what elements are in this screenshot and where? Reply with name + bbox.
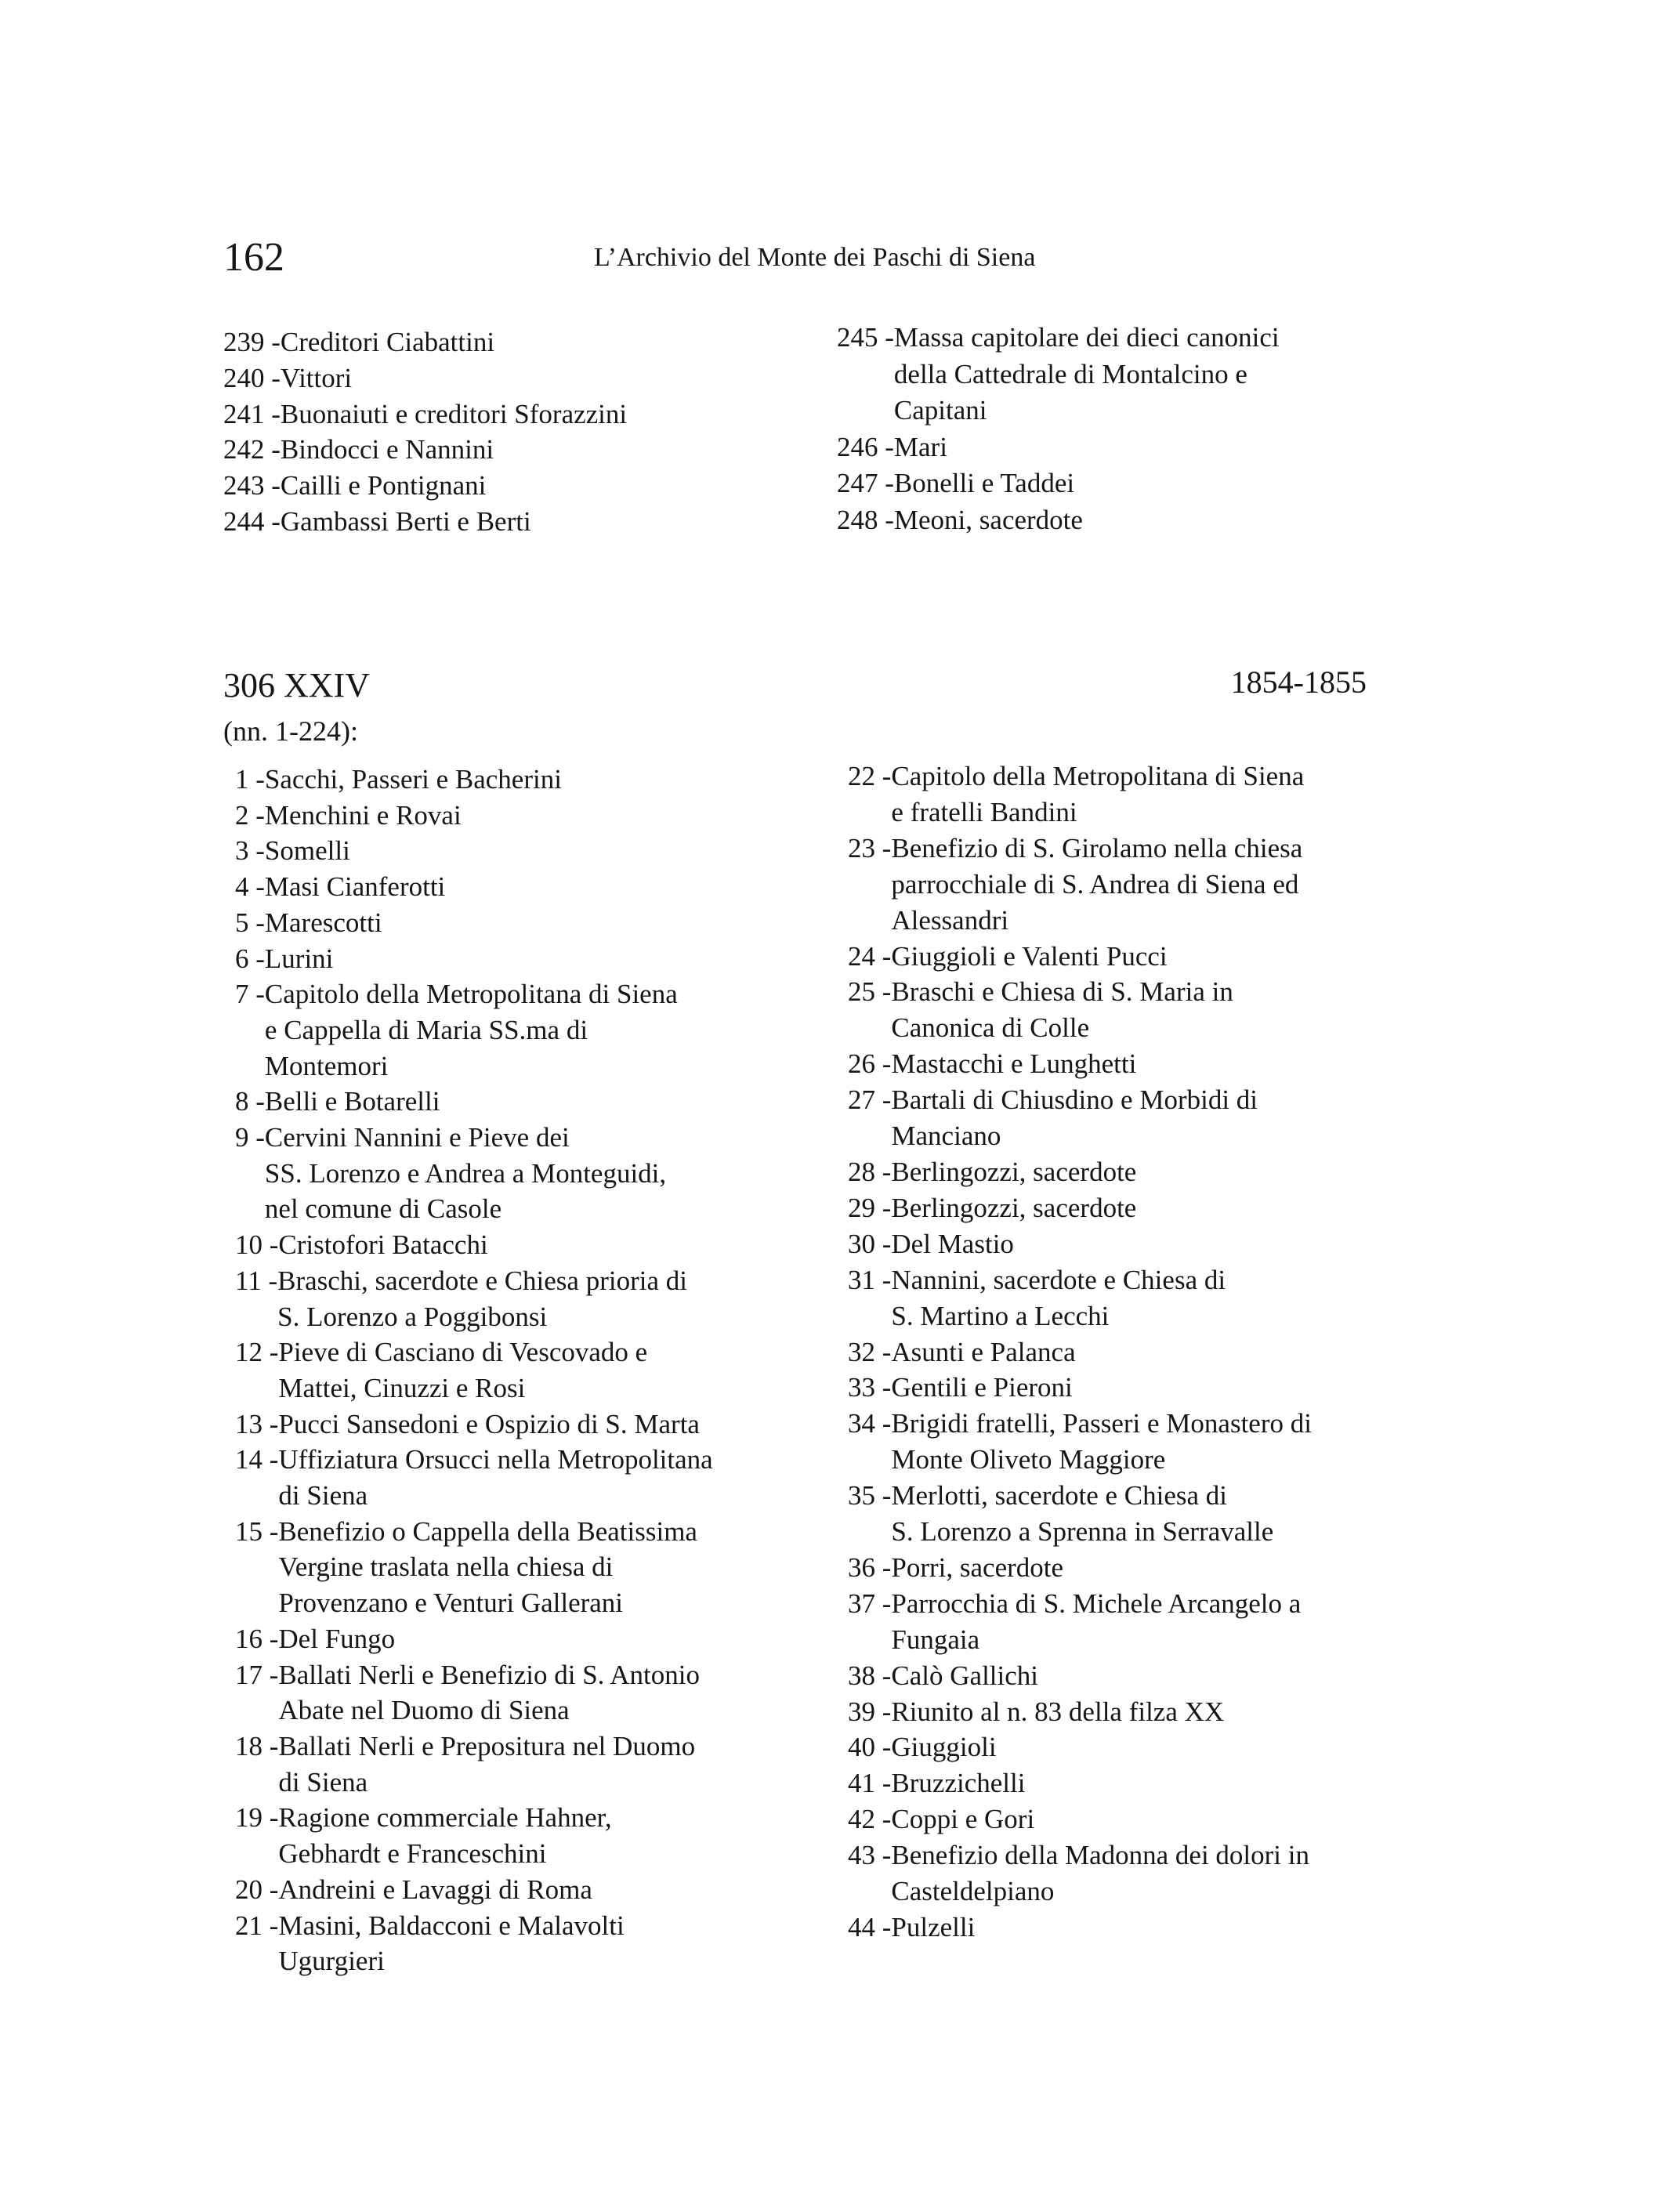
list-item [848, 831, 1412, 939]
entry-text [265, 869, 445, 905]
top-right-list [837, 320, 1401, 538]
list-item [235, 1227, 831, 1263]
entry-number: 28 - [848, 1156, 892, 1187]
list-item [235, 1334, 831, 1406]
entry-text [278, 1729, 695, 1800]
entry-text [265, 905, 382, 941]
entry-text [891, 1694, 1224, 1730]
entry-line: Cristofori Batacchi [278, 1229, 488, 1261]
entry-number: 32 - [848, 1336, 892, 1367]
entry-number: 40 - [848, 1732, 892, 1763]
entry-line: Benefizio di S. Girolamo nella chiesa [891, 832, 1303, 863]
entry-text [891, 1154, 1136, 1190]
entry-text [891, 1550, 1063, 1586]
entry-number: 242 - [223, 434, 281, 465]
entry-text [891, 1478, 1273, 1550]
list-item [223, 324, 819, 360]
entry-number: 10 - [235, 1229, 279, 1261]
entry-text [278, 1908, 624, 1979]
entry-line: Canonica di Colle [891, 1012, 1090, 1044]
entry-number: 245 - [837, 322, 894, 353]
entry-number: 239 - [223, 327, 281, 357]
list-item [235, 976, 831, 1084]
entry-text [891, 1082, 1258, 1154]
entry-number: 30 - [848, 1228, 892, 1259]
entry-text [278, 1514, 697, 1621]
entry-line: Braschi e Chiesa di S. Maria in [891, 976, 1233, 1008]
entry-number: 2 - [235, 799, 265, 831]
entry-line: Masi Cianferotti [264, 871, 446, 903]
entry-line: Coppi e Gori [891, 1804, 1035, 1835]
entry-number: 23 - [848, 832, 892, 863]
top-left-list [223, 324, 819, 540]
entry-line: Masini, Baldacconi e Malavolti [278, 1910, 625, 1941]
entry-text [891, 1262, 1226, 1334]
list-item [848, 1765, 1412, 1801]
entry-line: S. Lorenzo a Sprenna in Serravalle [891, 1516, 1274, 1548]
entry-line: Merlotti, sacerdote e Chiesa di [891, 1480, 1228, 1512]
entry-line: Gambassi Berti e Berti [280, 505, 531, 537]
entry-line: Del Fungo [278, 1623, 396, 1654]
list-item [235, 1442, 831, 1513]
entry-number: 37 - [848, 1588, 892, 1619]
entry-number: 41 - [848, 1768, 892, 1799]
entry-text [891, 1801, 1034, 1837]
entry-line: Vittori [280, 362, 353, 393]
entry-line: della Cattedrale di Montalcino e [893, 358, 1247, 389]
entry-line: Ugurgieri [278, 1946, 385, 1977]
entry-line: di Siena [278, 1766, 368, 1798]
running-title: L’Archivio del Monte dei Paschi di Siena [594, 243, 1036, 272]
entry-text [894, 429, 947, 466]
list-item [848, 1370, 1412, 1406]
entry-line: Bindocci e Nannini [280, 434, 494, 465]
entry-line: parrocchiale di S. Andrea di Siena ed [891, 868, 1299, 900]
entry-line: Capitolo della Metropolitana di Siena [264, 979, 678, 1010]
entry-text [265, 833, 350, 869]
entry-line: Mari [893, 431, 947, 462]
list-item [848, 1226, 1412, 1262]
entry-text [894, 465, 1074, 502]
entry-text [891, 831, 1302, 939]
entry-number: 22 - [848, 761, 892, 791]
entry-line: Alessandri [891, 904, 1009, 936]
entry-number: 21 - [235, 1910, 279, 1941]
entry-number: 26 - [848, 1048, 892, 1080]
entry-line: Menchini e Rovai [264, 799, 462, 831]
entry-text [891, 1910, 975, 1946]
list-item [235, 1263, 831, 1334]
list-item [223, 504, 819, 540]
list-item [848, 1694, 1412, 1730]
list-item [837, 429, 1401, 466]
entry-number: 5 - [235, 907, 265, 938]
list-item [235, 905, 831, 941]
entry-text [891, 758, 1304, 831]
list-item [223, 396, 819, 433]
entry-line: Bonelli e Taddei [893, 468, 1075, 498]
entry-line: Pieve di Casciano di Vescovado e [278, 1337, 648, 1368]
entry-line: Parrocchia di S. Michele Arcangelo a [891, 1588, 1302, 1619]
list-item [848, 1586, 1412, 1658]
list-item [235, 1729, 831, 1800]
entry-line: Benefizio o Cappella della Beatissima [278, 1515, 697, 1547]
entry-line: Belli e Botarelli [264, 1086, 440, 1117]
entry-number: 20 - [235, 1874, 279, 1905]
entry-number: 38 - [848, 1660, 892, 1691]
list-item [235, 941, 831, 977]
entry-text [281, 468, 486, 504]
entry-text [278, 1407, 700, 1443]
entry-text [265, 976, 678, 1084]
entry-line: Lurini [264, 943, 334, 974]
entry-number: 248 - [837, 504, 894, 535]
list-item [848, 1262, 1412, 1334]
entry-number: 42 - [848, 1804, 892, 1835]
list-item [223, 360, 819, 396]
list-item [848, 1550, 1412, 1586]
entry-number: 36 - [848, 1551, 892, 1583]
entry-number: 3 - [235, 835, 265, 867]
entry-text [265, 941, 333, 977]
entry-number: 247 - [837, 468, 894, 498]
entry-number: 17 - [235, 1659, 279, 1690]
entry-text [265, 798, 462, 834]
entry-line: Provenzano e Venturi Gallerani [278, 1588, 624, 1619]
entry-text [278, 1621, 395, 1657]
entry-line: Nannini, sacerdote e Chiesa di [891, 1264, 1226, 1295]
entry-line: Brigidi fratelli, Passeri e Monastero di [891, 1408, 1312, 1439]
list-item [848, 1658, 1412, 1694]
entry-text [265, 1084, 440, 1120]
entry-text [891, 1046, 1136, 1082]
entry-line: Del Mastio [891, 1228, 1014, 1259]
list-item [837, 320, 1401, 429]
entry-number: 19 - [235, 1802, 279, 1834]
list-item [235, 798, 831, 834]
entry-number: 39 - [848, 1696, 892, 1727]
entry-number: 4 - [235, 871, 265, 903]
entry-text [891, 1658, 1038, 1694]
list-item [235, 762, 831, 798]
entry-line: Cailli e Pontignani [280, 470, 487, 501]
entry-text [281, 432, 494, 468]
entry-number: 27 - [848, 1084, 892, 1116]
entry-number: 12 - [235, 1337, 279, 1368]
entry-line: Monte Oliveto Maggiore [891, 1444, 1166, 1475]
entry-text [278, 1657, 700, 1729]
list-item [235, 1120, 831, 1227]
list-item [235, 833, 831, 869]
list-item [848, 974, 1412, 1046]
entry-text [891, 1765, 1025, 1801]
entry-line: Braschi, sacerdote e Chiesa prioria di [277, 1265, 687, 1296]
list-item [235, 1514, 831, 1621]
entry-text [265, 1120, 666, 1227]
entry-text [277, 1263, 687, 1334]
entry-text [891, 1190, 1136, 1226]
entry-number: 18 - [235, 1730, 279, 1761]
entry-number: 15 - [235, 1515, 279, 1547]
entry-text [281, 360, 352, 396]
entry-number: 43 - [848, 1840, 892, 1871]
entry-line: Berlingozzi, sacerdote [891, 1192, 1137, 1223]
entry-line: Pulzelli [891, 1912, 976, 1942]
entry-number: 13 - [235, 1408, 279, 1439]
entry-text [891, 974, 1233, 1046]
list-item [235, 1657, 831, 1729]
entry-number: 240 - [223, 362, 281, 393]
entry-line: Creditori Ciabattini [280, 327, 495, 357]
entry-line: Capitolo della Metropolitana di Siena [891, 761, 1305, 791]
entry-text [891, 1586, 1301, 1658]
page-number: 162 [223, 235, 284, 280]
entry-number: 16 - [235, 1623, 279, 1654]
entry-number: 14 - [235, 1444, 279, 1475]
entry-text [891, 1226, 1014, 1262]
list-item [235, 1084, 831, 1120]
entry-number: 11 - [235, 1265, 278, 1296]
entry-line: Sacchi, Passeri e Bacherini [264, 764, 562, 795]
entry-line: Ballati Nerli e Benefizio di S. Antonio [278, 1659, 700, 1690]
list-item [848, 1406, 1412, 1478]
entry-line: Somelli [264, 835, 350, 867]
list-item [235, 1621, 831, 1657]
list-item [848, 1190, 1412, 1226]
entry-line: Giuggioli e Valenti Pucci [891, 940, 1168, 972]
entry-line: Buonaiuti e creditori Sforazzini [280, 398, 628, 429]
entry-text [891, 1729, 996, 1765]
list-item [848, 1801, 1412, 1837]
entry-line: Mastacchi e Lunghetti [891, 1048, 1137, 1080]
entry-number: 1 - [235, 764, 265, 795]
entry-text [278, 1442, 712, 1513]
entry-line: e fratelli Bandini [891, 796, 1077, 827]
entry-line: Meoni, sacerdote [893, 504, 1083, 535]
entry-line: Calò Gallichi [891, 1660, 1039, 1691]
entry-number: 246 - [837, 431, 894, 462]
list-item [223, 432, 819, 468]
entry-text [278, 1334, 647, 1406]
entry-text [278, 1800, 611, 1871]
entry-line: Capitani [893, 395, 987, 425]
entry-line: Ballati Nerli e Prepositura nel Duomo [278, 1730, 696, 1761]
section-years: 1854-1855 [1230, 664, 1367, 700]
entry-number: 31 - [848, 1264, 892, 1295]
entry-line: Riunito al n. 83 della filza XX [891, 1696, 1225, 1727]
entry-text [891, 1406, 1312, 1478]
entry-number: 34 - [848, 1408, 892, 1439]
entry-line: Uffiziatura Orsucci nella Metropolitana [278, 1444, 713, 1475]
entry-line: Andreini e Lavaggi di Roma [278, 1874, 592, 1905]
entry-line: Cervini Nannini e Pieve dei [264, 1122, 570, 1153]
list-item [235, 1800, 831, 1871]
entry-line: Benefizio della Madonna dei dolori in [891, 1840, 1310, 1871]
entry-number: 29 - [848, 1192, 892, 1223]
entry-number: 6 - [235, 943, 265, 974]
entry-line: Asunti e Palanca [891, 1336, 1076, 1367]
entry-line: Berlingozzi, sacerdote [891, 1156, 1137, 1187]
entry-line: Fungaia [891, 1624, 980, 1655]
entry-number: 8 - [235, 1086, 265, 1117]
entry-number: 241 - [223, 398, 281, 429]
entry-text [894, 502, 1083, 539]
entry-number: 9 - [235, 1122, 265, 1153]
entry-line: Marescotti [264, 907, 382, 938]
entry-line: Abate nel Duomo di Siena [278, 1695, 570, 1726]
entry-text [891, 1334, 1075, 1370]
entry-line: e Cappella di Maria SS.ma di [264, 1014, 588, 1045]
list-item [223, 468, 819, 504]
entry-text [281, 396, 627, 433]
list-item [848, 1154, 1412, 1190]
list-item [848, 1478, 1412, 1550]
entry-line: Gentili e Pieroni [891, 1372, 1073, 1403]
entry-text [281, 324, 494, 360]
list-item [235, 869, 831, 905]
entry-line: Gebhardt e Franceschini [278, 1838, 547, 1870]
section-title: 306 XXIV [223, 666, 370, 704]
entry-line: Porri, sacerdote [891, 1551, 1064, 1583]
entry-line: di Siena [278, 1480, 368, 1512]
entry-line: nel comune di Casole [264, 1193, 502, 1225]
list-item [848, 1082, 1412, 1154]
entry-line: Mattei, Cinuzzi e Rosi [278, 1372, 526, 1403]
entry-text [891, 1837, 1309, 1910]
list-item [235, 1872, 831, 1908]
entry-number: 35 - [848, 1480, 892, 1512]
entry-line: Vergine traslata nella chiesa di [278, 1551, 614, 1583]
entry-number: 44 - [848, 1912, 892, 1942]
section-right-list [848, 758, 1412, 1946]
entry-line: Montemori [264, 1050, 389, 1081]
entry-line: Manciano [891, 1121, 1001, 1152]
entry-line: SS. Lorenzo e Andrea a Monteguidi, [264, 1157, 667, 1189]
list-item [235, 1908, 831, 1979]
list-item [848, 1046, 1412, 1082]
section-left-list [235, 762, 831, 1979]
entry-line: Casteldelpiano [891, 1876, 1055, 1907]
list-item [848, 939, 1412, 975]
entry-text [894, 320, 1280, 429]
entry-line: Massa capitolare dei dieci canonici [893, 322, 1280, 353]
entry-line: Ragione commerciale Hahner, [278, 1802, 612, 1834]
entry-line: Bartali di Chiusdino e Morbidi di [891, 1084, 1258, 1116]
entry-number: 7 - [235, 979, 265, 1010]
entry-line: S. Lorenzo a Poggibonsi [277, 1301, 548, 1332]
entry-line: Pucci Sansedoni e Ospizio di S. Marta [278, 1408, 700, 1439]
entry-line: S. Martino a Lecchi [891, 1300, 1110, 1331]
entry-number: 25 - [848, 976, 892, 1008]
entry-line: Giuggioli [891, 1732, 997, 1763]
entry-number: 243 - [223, 470, 281, 501]
entry-text [278, 1227, 487, 1263]
list-item [848, 1910, 1412, 1946]
list-item [848, 1837, 1412, 1910]
entry-text [891, 939, 1167, 975]
list-item [848, 1334, 1412, 1370]
list-item [837, 465, 1401, 502]
entry-number: 244 - [223, 505, 281, 537]
section-range: (nn. 1-224): [223, 715, 358, 747]
list-item [848, 758, 1412, 831]
entry-line: Bruzzichelli [891, 1768, 1026, 1799]
list-item [837, 502, 1401, 539]
entry-number: 33 - [848, 1372, 892, 1403]
entry-number: 24 - [848, 940, 892, 972]
entry-text [265, 762, 562, 798]
list-item [235, 1407, 831, 1443]
entry-text [891, 1370, 1072, 1406]
entry-text [278, 1872, 592, 1908]
list-item [848, 1729, 1412, 1765]
entry-text [281, 504, 531, 540]
